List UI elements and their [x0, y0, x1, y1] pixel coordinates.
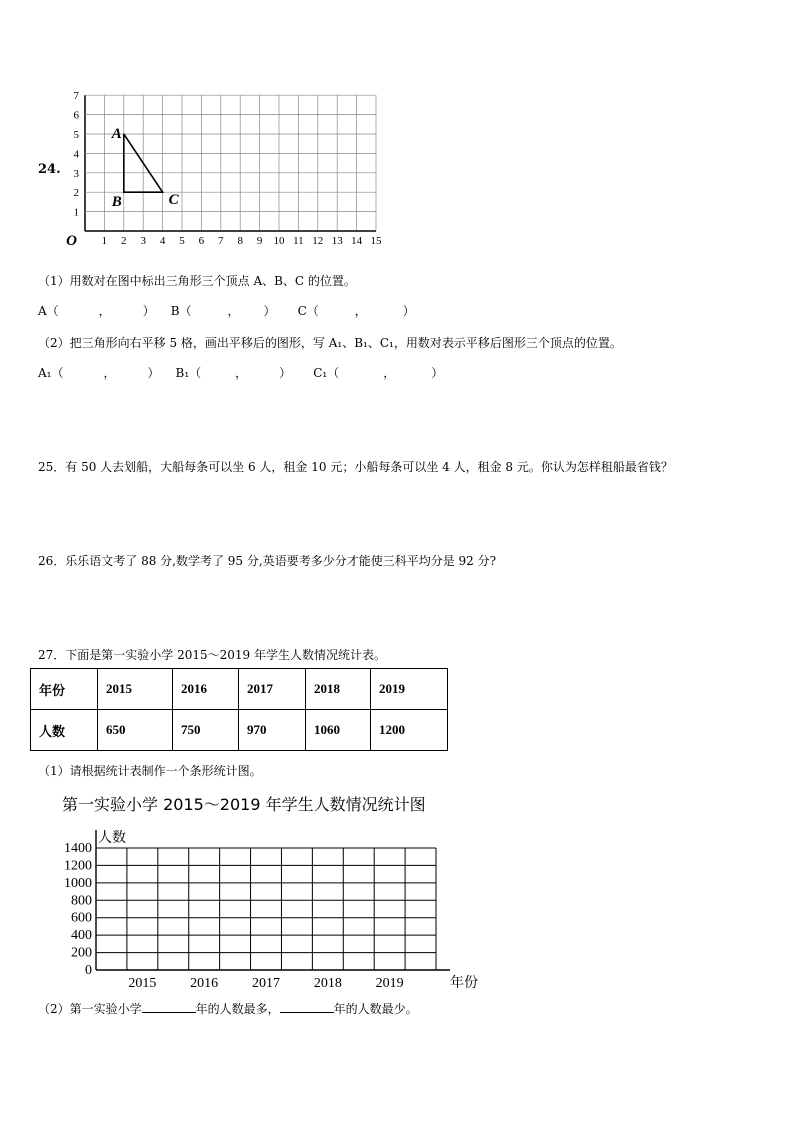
x-tick-label: 1 [101, 235, 108, 247]
vertex-label-a: A [111, 126, 122, 142]
y-tick-label: 6 [73, 109, 79, 122]
vertex-label-c: C [168, 192, 179, 209]
x-tick-label: 5 [179, 235, 185, 247]
y-tick-label: 2 [73, 187, 79, 200]
answer-blank-least[interactable] [280, 1000, 334, 1013]
q25-text: 25．有 50 人去划船，大船每条可以坐 6 人，租金 10 元；小船每条可以坐 4 人，租金 8 元。你认为怎样租船最省钱？ [38, 460, 673, 474]
x-tick-label: 2017 [252, 976, 280, 991]
table-cell: 650 [98, 710, 173, 751]
y-tick-label: 7 [73, 90, 79, 103]
table-cell: 1200 [371, 710, 448, 751]
x-tick-label: 2019 [375, 976, 404, 991]
y-tick-label: 0 [85, 963, 92, 978]
q27-part1: （1）请根据统计表制作一个条形统计图。 [38, 764, 262, 778]
q24-number: 24. [38, 162, 61, 177]
y-tick-label: 400 [71, 928, 92, 944]
x-tick-label: 7 [218, 235, 224, 247]
y-tick-label: 1200 [64, 858, 92, 874]
y-tick-label: 200 [71, 945, 92, 961]
table-cell: 人数 [31, 710, 98, 751]
y-tick-label: 1400 [64, 841, 92, 856]
x-tick-label: 3 [140, 235, 146, 247]
x-tick-label: 9 [256, 235, 263, 247]
answer-c-open: C（ [297, 304, 319, 318]
vertex-label-b: B [111, 194, 122, 211]
coordinate-grid [60, 88, 400, 248]
x-tick-label: 6 [198, 235, 205, 247]
y-tick-label: 800 [71, 893, 92, 909]
table-cell: 年份 [31, 669, 98, 710]
x-tick-label: 14 [351, 235, 363, 247]
y-tick-label: 600 [71, 910, 92, 926]
answer-b-open: B（ [170, 304, 192, 318]
y-tick-label: 5 [73, 129, 79, 141]
origin-label: O [66, 233, 77, 249]
answer-blank-most[interactable] [142, 1000, 196, 1013]
x-tick-label: 2018 [313, 976, 342, 991]
table-cell: 750 [173, 710, 239, 751]
q24-part2: （2）把三角形向右平移 5 格，画出平移后的图形，写 A₁、B₁、C₁，用数对表示平移后图形三个顶点的位置。 [38, 336, 622, 350]
q27-intro: 27．下面是第一实验小学 2015～2019 年学生人数情况统计表。 [38, 648, 386, 662]
table-row-data [31, 710, 448, 751]
x-tick-label: 2 [121, 235, 127, 247]
x-tick-label: 13 [331, 235, 343, 247]
stats-table [30, 668, 448, 751]
y-tick-label: 3 [73, 167, 79, 180]
y-tick-label: 1 [73, 206, 79, 219]
table-cell: 2016 [173, 669, 239, 710]
q27-part2: （2）第一实验小学 年的人数最多， 年的人数最少。 [38, 1002, 418, 1016]
table-cell: 2019 [371, 669, 448, 710]
table-cell: 2015 [98, 669, 173, 710]
answer-a-open: A（ [38, 304, 59, 318]
y-tick-label: 1000 [64, 875, 92, 891]
x-tick-label: 15 [370, 235, 382, 247]
chart-title: 第一实验小学 2015～2019 年学生人数情况统计图 [62, 795, 426, 814]
x-tick-label: 12 [312, 235, 324, 247]
q24-part2-answers: A₁（ ， ） B₁（ ， ） C₁（ ， ） [38, 366, 444, 380]
y-tick-label: 4 [73, 148, 79, 161]
table-row-header [31, 669, 448, 710]
q26-text: 26．乐乐语文考了 88 分,数学考了 95 分,英语要考多少分才能使三科平均分是 92 分? [38, 554, 497, 568]
table-cell: 1060 [306, 710, 371, 751]
table-cell: 970 [239, 710, 306, 751]
q24-part1: （1）用数对在图中标出三角形三个顶点 A、B、C 的位置。 [38, 274, 356, 288]
bar-chart [40, 822, 478, 992]
x-tick-label: 8 [237, 235, 243, 247]
table-cell: 2017 [239, 669, 306, 710]
y-axis-label: 人数 [98, 831, 126, 846]
x-axis-label: 年份 [450, 976, 478, 991]
x-tick-label: 4 [159, 235, 166, 247]
x-tick-label: 11 [293, 235, 304, 247]
x-tick-label: 10 [273, 235, 285, 247]
x-tick-label: 2016 [190, 976, 219, 991]
x-tick-label: 2015 [128, 976, 157, 991]
q24-part1-answers: A（ ， ） B（ ， ） C（ ， ） [38, 304, 415, 318]
table-cell: 2018 [306, 669, 371, 710]
